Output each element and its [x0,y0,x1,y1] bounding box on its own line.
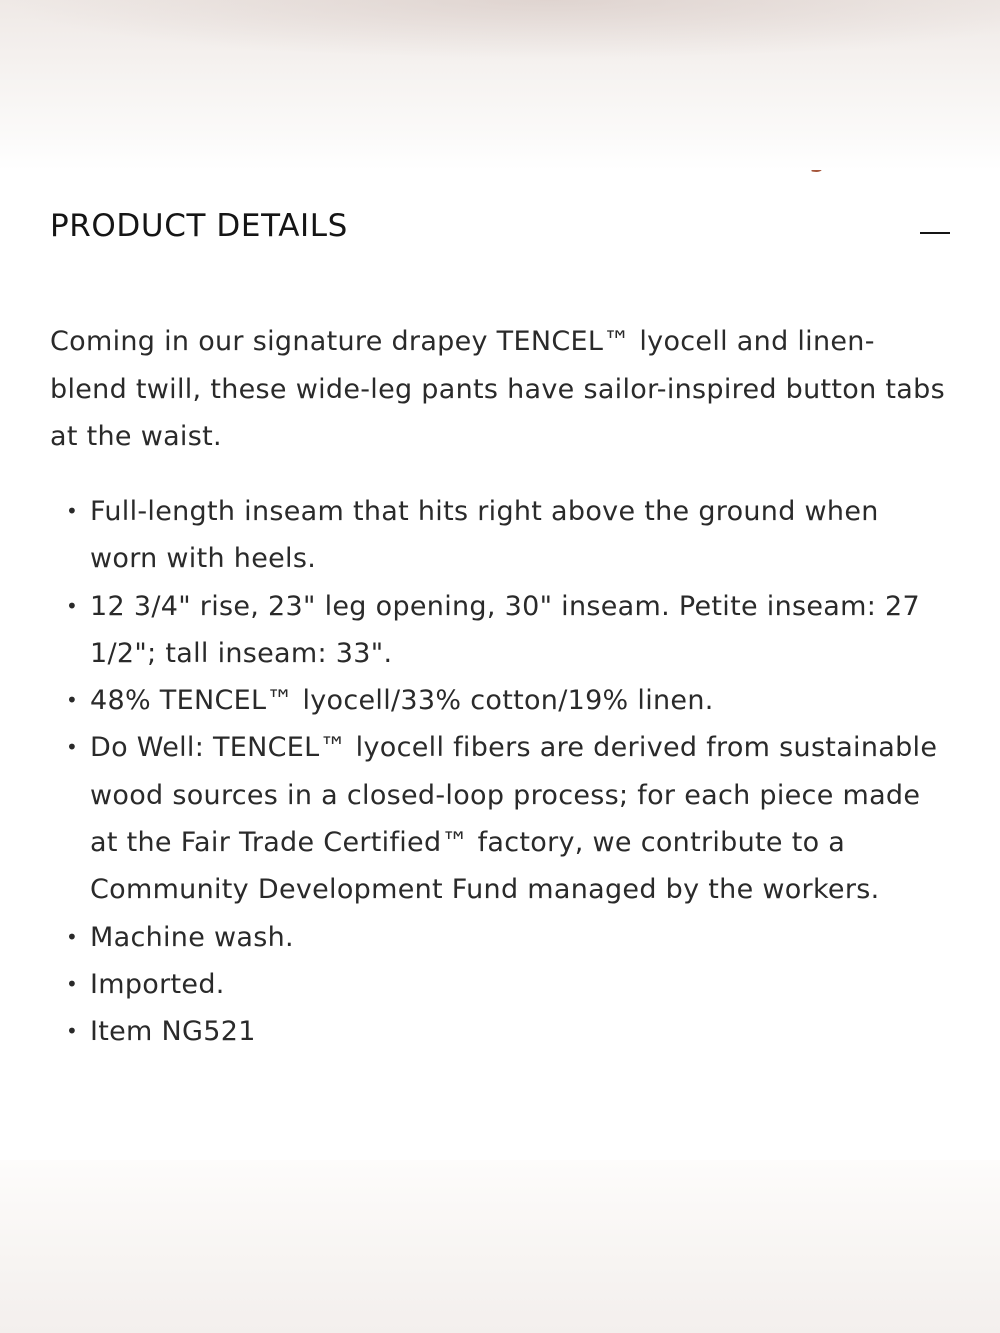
list-item-text: 48% TENCEL™ lyocell/33% cotton/19% linen. [90,685,714,717]
minus-icon[interactable] [920,220,950,246]
list-item-text: Item NG521 [90,1016,256,1048]
product-details-header[interactable] [50,208,950,254]
list-item-text: Do Well: TENCEL™ lyocell fibers are derived from sustainable wood sources in a closed-loop process; for each piece made at the Fair Trade Certified™ factory, we contribute to a Community Development Fund managed by the workers. [90,732,938,906]
bullet-icon: • [66,593,79,618]
bullet-icon: • [66,1019,79,1044]
bullet-icon: • [66,499,79,523]
top-overlay [0,0,1000,170]
bullet-icon: • [66,688,79,713]
list-item [50,677,940,724]
list-item [50,488,940,583]
section-title: PRODUCT DETAILS [50,208,348,244]
list-item-text: Imported. [90,968,225,1000]
product-description: Coming in our signature drapey TENCEL™ lyocell and linen-blend twill, these wide-leg pants have sailor-inspired button tabs at the waist. [50,326,945,452]
list-item-text: Machine wash. [90,921,294,953]
list-item [50,1008,940,1055]
list-item [50,724,940,913]
product-details-list [50,488,940,1056]
list-item-text: Full-length inseam that hits right above the ground when worn with heels. [90,496,879,575]
bullet-icon: • [66,924,79,949]
list-item [50,961,940,1008]
bullet-icon: • [66,735,79,760]
list-item [50,914,940,961]
list-item-text: 12 3/4" rise, 23" leg opening, 30" inseam. Petite inseam: 27 1/2"; tall inseam: 33". [90,590,920,669]
bullet-icon: • [66,971,79,996]
minus-bar [920,232,950,234]
list-item [50,583,940,678]
bottom-overlay [0,1160,1000,1333]
